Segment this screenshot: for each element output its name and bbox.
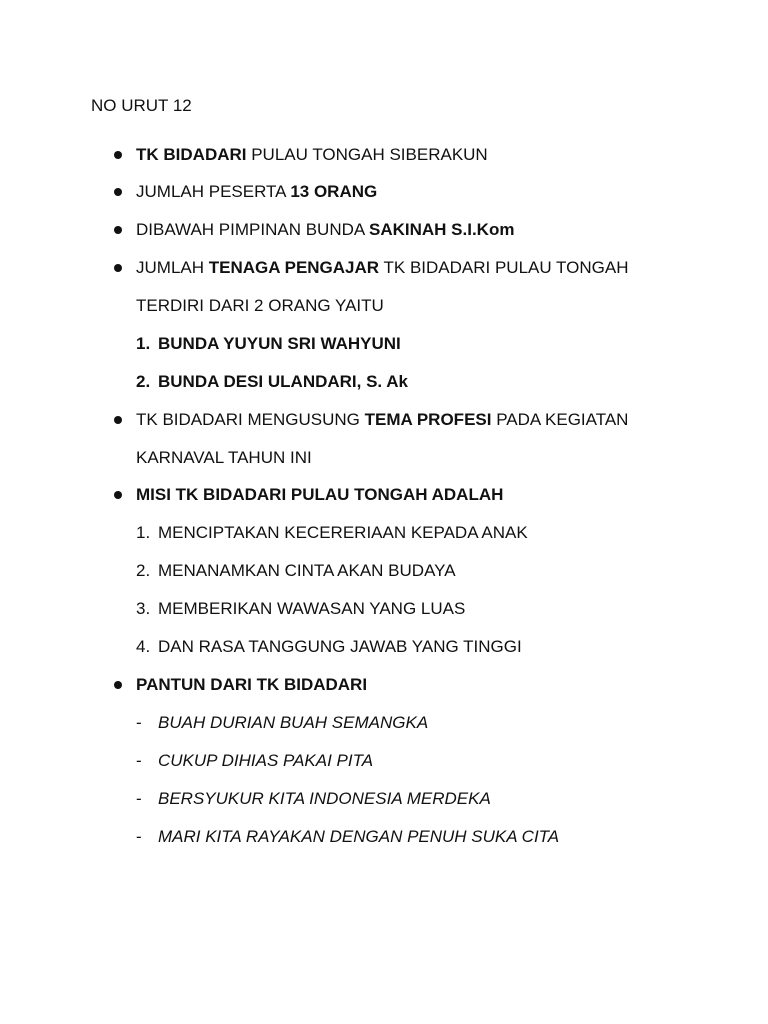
item-text: JUMLAH [136,258,209,277]
list-number: 2. [136,561,151,580]
teacher-name: BUNDA YUYUN SRI WAHYUNI [158,334,401,353]
dash-marker: - [136,827,142,846]
item-text: TK BIDADARI PULAU TONGAH [379,258,629,277]
dash-marker: - [136,713,142,732]
bullet-item-5 [136,410,628,430]
bullet-item-3 [136,220,514,240]
dash-marker: - [136,751,142,770]
bullet-icon [114,226,122,234]
bullet-icon [114,188,122,196]
bold-text: 13 ORANG [290,182,378,201]
bold-text: TEMA PROFESI [364,410,492,429]
bullet-icon [114,151,122,159]
mission-item: MENANAMKAN CINTA AKAN BUDAYA [158,561,456,580]
list-number: 1. [136,334,151,353]
teacher-name: BUNDA DESI ULANDARI, S. Ak [158,372,408,391]
list-number: 1. [136,523,151,542]
bullet-icon [114,416,122,424]
pantun-line: CUKUP DIHIAS PAKAI PITA [158,751,374,770]
bullet-item-5-continuation: KARNAVAL TAHUN INI [136,448,312,467]
item-text: PADA KEGIATAN [491,410,629,429]
item-text: DIBAWAH PIMPINAN BUNDA [136,220,369,239]
bullet-icon [114,491,122,499]
bold-text: MISI TK BIDADARI PULAU TONGAH ADALAH [136,485,504,504]
bullet-item-1 [136,145,488,165]
bullet-item-4 [136,258,628,278]
bullet-icon [114,681,122,689]
page-heading: NO URUT 12 [91,96,192,115]
bullet-item-7 [136,675,367,695]
bullet-item-4-continuation: TERDIRI DARI 2 ORANG YAITU [136,296,384,315]
list-number: 3. [136,599,151,618]
bullet-icon [114,264,122,272]
list-number: 2. [136,372,151,391]
bullet-item-6 [136,485,503,505]
bold-text: TK BIDADARI [136,145,247,164]
bold-text: TENAGA PENGAJAR [208,258,380,277]
pantun-line: BERSYUKUR KITA INDONESIA MERDEKA [158,789,491,808]
dash-marker: - [136,789,142,808]
item-text: JUMLAH PESERTA [136,182,291,201]
list-number: 4. [136,637,151,656]
bold-text: PANTUN DARI TK BIDADARI [136,675,368,694]
bold-text: SAKINAH S.I.Kom [369,220,515,239]
pantun-line: BUAH DURIAN BUAH SEMANGKA [158,713,429,732]
bullet-item-2 [136,182,377,202]
mission-item: MENCIPTAKAN KECERERIAAN KEPADA ANAK [158,523,528,542]
mission-item: MEMBERIKAN WAWASAN YANG LUAS [158,599,466,618]
item-text: PULAU TONGAH SIBERAKUN [246,145,488,164]
item-text: TK BIDADARI MENGUSUNG [136,410,365,429]
mission-item: DAN RASA TANGGUNG JAWAB YANG TINGGI [158,637,522,656]
pantun-line: MARI KITA RAYAKAN DENGAN PENUH SUKA CITA [158,827,560,846]
